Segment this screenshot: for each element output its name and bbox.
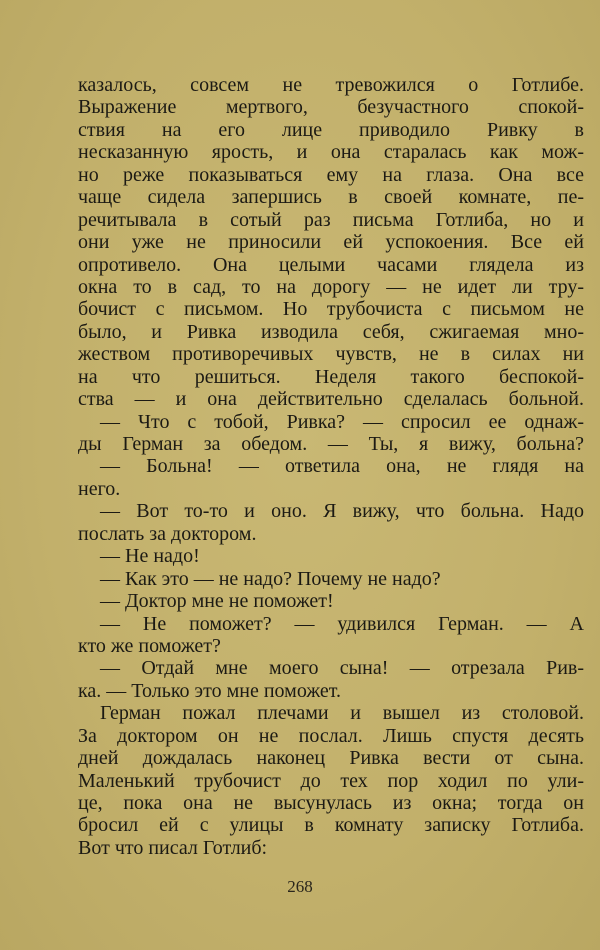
text-line: бочист с письмом. Но трубочиста с письмом не [78,298,584,321]
text-line: несказанную ярость, и она старалась как мож- [78,141,584,164]
text-line: окна то в сад, то на дорогу — не идет ли тру- [78,275,584,298]
text-line: Вот что писал Готлиб: [78,836,268,859]
text-line: — Больна! — ответила она, не глядя на [100,455,584,478]
text-line: — Что с тобой, Ривка? — спросил ее однаж- [100,410,584,433]
text-line: чаще сидела запершись в своей комнате, пе- [78,186,584,209]
text-line: — Не поможет? — удивился Герман. — А [100,612,584,635]
text-line: на что решиться. Неделя такого беспокой- [78,365,584,388]
text-line: жеством противоречивых чувств, не в силах ни [78,343,584,366]
text-line: це, пока она не высунулась из окна; тогда он [78,792,584,814]
text-line: ствия на его лице приводило Ривку в [78,118,584,141]
text-line: кто же поможет? [78,634,221,657]
text-line: послать за доктором. [78,522,257,545]
text-line: но реже показываться ему на глаза. Она все [78,163,584,186]
text-line: Герман пожал плечами и вышел из столовой. [100,702,584,725]
text-line: ды Герман за обедом. — Ты, я вижу, больна? [78,433,584,455]
text-line: — Как это — не надо? Почему не надо? [100,567,441,590]
page-body [78,74,584,859]
text-line: — Не надо! [100,545,200,568]
text-line: — Доктор мне не поможет! [100,590,334,613]
text-line: бросил ей с улицы в комнату записку Готлиба. [78,814,584,837]
text-line: казалось, совсем не тревожился о Готлибе. [78,74,584,96]
text-line: него. [78,477,121,500]
text-line: они уже не приносили ей успокоения. Все ей [78,231,584,254]
text-line: Выражение мертвого, безучастного спокой- [78,96,584,119]
text-line: ка. — Только это мне поможет. [78,679,341,702]
text-line: дней дождалась наконец Ривка вести от сына. [78,747,584,770]
text-line: — Отдай мне моего сына! — отрезала Рив- [100,657,584,680]
text-line: — Вот то-то и оно. Я вижу, что больна. Надо [100,500,584,523]
text-line: речитывала в сотый раз письма Готлиба, но и [78,208,584,231]
text-line: опротивело. Она целыми часами глядела из [78,253,584,276]
text-line: За доктором он не послал. Лишь спустя десять [78,724,584,747]
text-line: ства — и она действительно сделалась больной. [78,388,584,411]
text-line: Маленький трубочист до тех пор ходил по ули- [78,769,584,792]
text-line: было, и Ривка изводила себя, сжигаемая мно- [78,320,584,343]
page-number: 268 [287,877,313,896]
